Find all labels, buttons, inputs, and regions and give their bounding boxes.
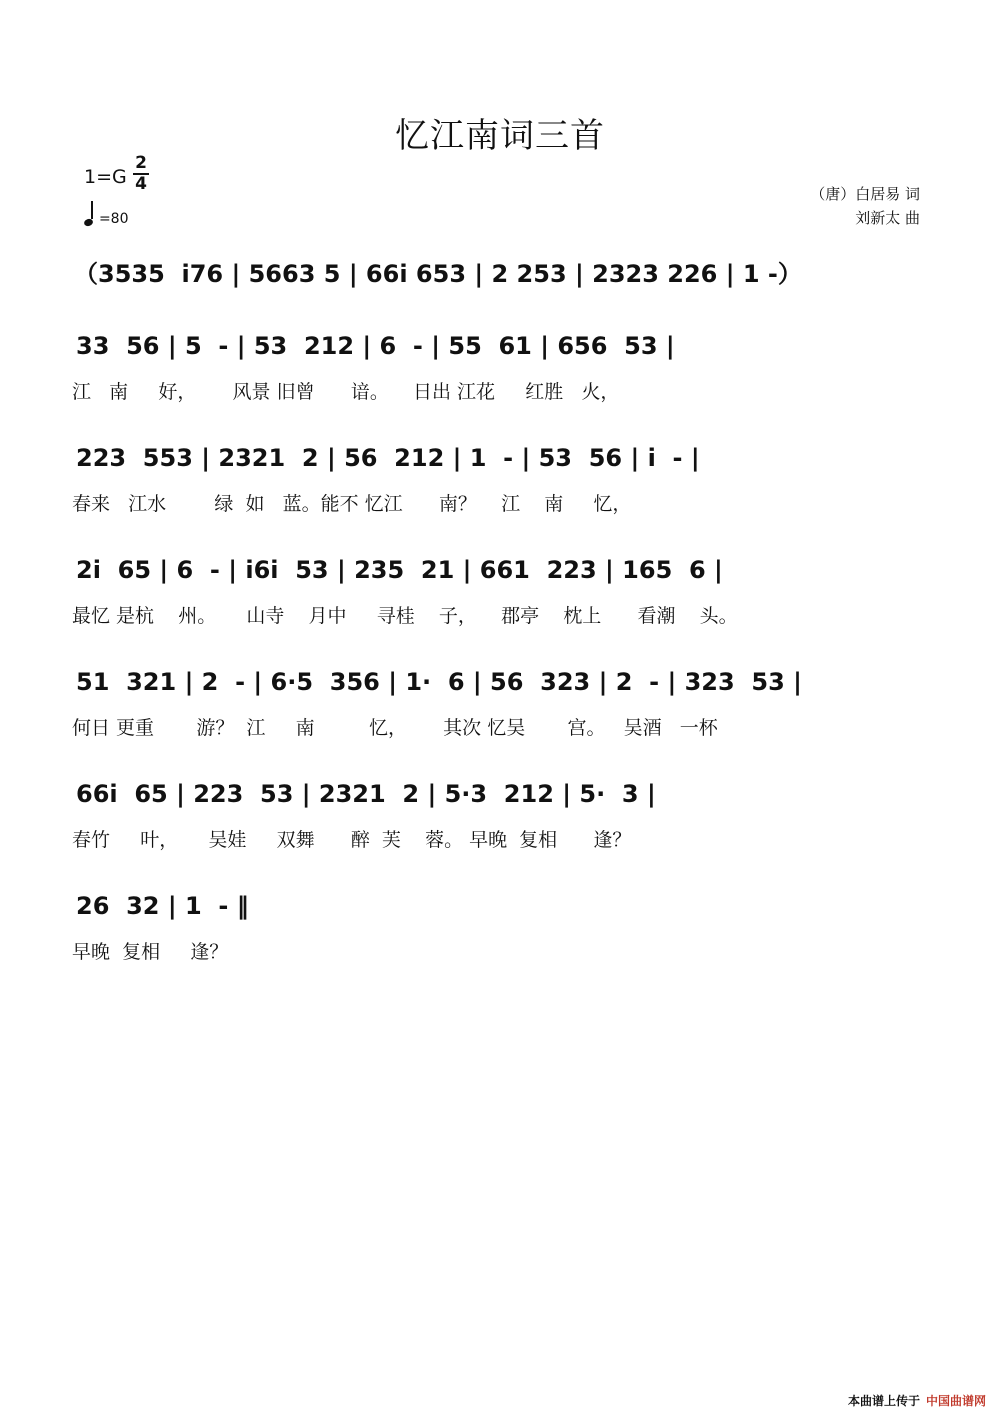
- lyric-line: 何日 更重 游？ 江 南 忆， 其次 忆吴 宫。 吴酒 一杯: [72, 717, 718, 739]
- note-stem: [91, 201, 93, 219]
- tempo-marking: [84, 205, 129, 227]
- site-logo[interactable]: 中国曲谱网: [925, 1394, 986, 1408]
- tempo-value: =80: [98, 211, 129, 227]
- quarter-note-icon: [83, 218, 94, 228]
- time-signature: [133, 154, 149, 194]
- notation-line: 33 56 | 5 - | 53 212 | 6 - | 55 61 | 656 53 |: [76, 332, 675, 360]
- footer-text: 本曲谱上传于: [847, 1394, 920, 1408]
- time-signature-top: 2: [135, 153, 147, 173]
- key-signature: 1=G: [84, 166, 127, 188]
- lyric-line: 最忆 是杭 州。 山寺 月中 寻桂 子， 郡亭 枕上 看潮 头。: [72, 605, 738, 627]
- lyricist-credit: （唐）白居易 词: [810, 185, 920, 203]
- time-signature-bottom: 4: [135, 174, 147, 194]
- credits: [810, 182, 920, 230]
- notation-line: （3535 i76 | 5663 5 | 66i 653 | 2 253 | 2323 226 | 1 -）: [74, 260, 802, 288]
- composer-credit: 刘新太 曲: [855, 209, 920, 227]
- notation-line: 223 553 | 2321 2 | 56 212 | 1 - | 53 56 | i - |: [76, 444, 700, 472]
- lyric-line: 江 南 好， 风景 旧曾 谙。 日出 江花 红胜 火，: [72, 381, 620, 403]
- notation-line: 26 32 | 1 - ‖: [76, 892, 249, 920]
- lyric-line: 早晚 复相 逢？: [72, 941, 229, 963]
- lyric-line: 春竹 叶， 吴娃 双舞 醉 芙 蓉。 早晚 复相 逢？: [72, 829, 632, 851]
- notation-line: 51 321 | 2 - | 6·5 356 | 1· 6 | 56 323 | 2 - | 323 53 |: [76, 668, 802, 696]
- page-title: 忆江南词三首: [395, 116, 605, 156]
- footer-source: [848, 1392, 986, 1409]
- notation-line: 2i 65 | 6 - | i6i 53 | 235 21 | 661 223 | 165 6 |: [76, 556, 723, 584]
- notation-line: 66i 65 | 223 53 | 2321 2 | 5·3 212 | 5· 3 |: [76, 780, 656, 808]
- lyric-line: 春来 江水 绿 如 蓝。能不 忆江 南？ 江 南 忆，: [72, 493, 632, 515]
